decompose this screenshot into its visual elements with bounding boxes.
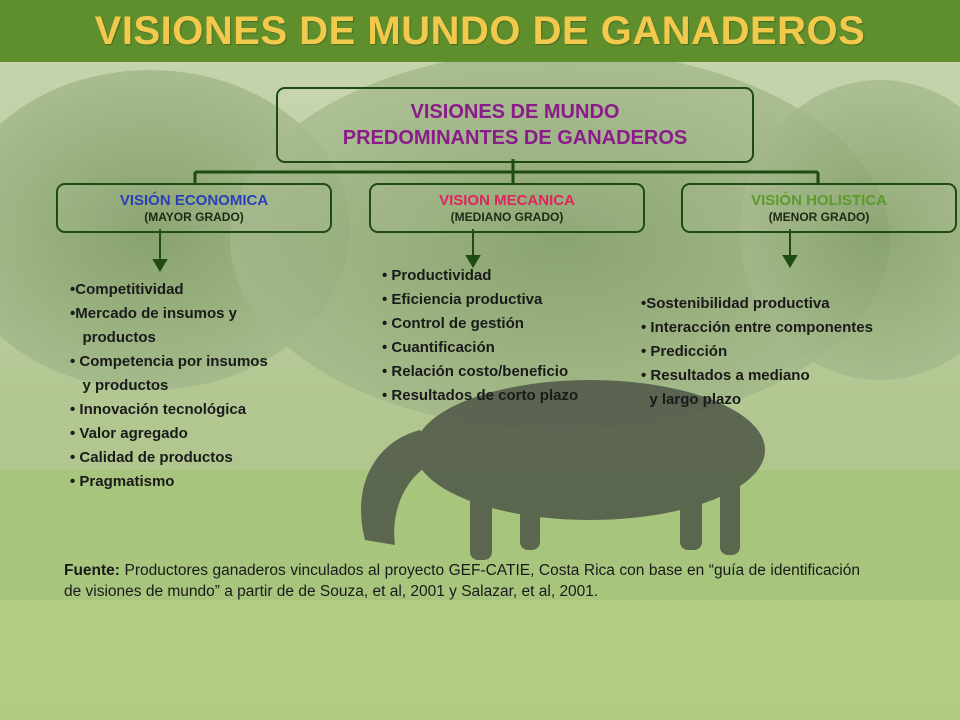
main-box-line1: VISIONES DE MUNDO bbox=[410, 101, 620, 123]
list-item: • Competencia por insumos bbox=[70, 353, 268, 370]
list-item: • Relación costo/beneficio bbox=[382, 363, 569, 380]
category-grade-mecanica: (MEDIANO GRADO) bbox=[450, 209, 564, 224]
list-item: • Pragmatismo bbox=[70, 473, 175, 490]
list-item: • Calidad de productos bbox=[70, 449, 233, 466]
economica-arrow-head bbox=[154, 260, 166, 270]
list-item: • Cuantificación bbox=[382, 339, 495, 356]
source-note bbox=[64, 560, 860, 602]
economica-list bbox=[70, 278, 268, 494]
list-item: •Sostenibilidad productiva bbox=[641, 295, 830, 312]
list-item: y largo plazo bbox=[641, 391, 742, 408]
list-item: y productos bbox=[70, 377, 169, 394]
list-item: • Interacción entre componentes bbox=[641, 319, 873, 336]
category-box-holistica bbox=[681, 183, 957, 233]
list-item: • Eficiencia productiva bbox=[382, 291, 543, 308]
category-name-mecanica: VISION MECANICA bbox=[439, 191, 575, 209]
main-box-line2: PREDOMINANTES DE GANADEROS bbox=[342, 127, 688, 149]
category-box-mecanica bbox=[369, 183, 645, 233]
list-item: • Resultados a mediano bbox=[641, 367, 810, 384]
main-box-visiones-predominantes bbox=[276, 87, 754, 163]
category-name-economica: VISIÓN ECONOMICA bbox=[119, 191, 269, 209]
holistica-arrow-head bbox=[784, 256, 796, 266]
list-item: • Innovación tecnológica bbox=[70, 401, 247, 418]
source-label: Fuente: bbox=[64, 562, 120, 579]
category-name-holistica: VISIÓN HOLISTICA bbox=[751, 191, 887, 209]
category-grade-holistica: (MENOR GRADO) bbox=[768, 209, 870, 224]
list-item: •Competitividad bbox=[70, 281, 184, 298]
holistica-list bbox=[641, 292, 873, 412]
category-grade-economica: (MAYOR GRADO) bbox=[144, 209, 244, 224]
source-text: Productores ganaderos vinculados al proyecto GEF-CATIE, Costa Rica con base en “guía de identificación de visiones de mundo” a partir de de Souza, et al, 2001 y Salazar, et al, 2001. bbox=[64, 562, 860, 600]
list-item: • Resultados de corto plazo bbox=[382, 387, 579, 404]
slide-title: VISIONES DE MUNDO DE GANADEROS bbox=[94, 8, 866, 53]
list-item: • Valor agregado bbox=[70, 425, 188, 442]
mecanica-list bbox=[382, 264, 578, 408]
list-item: •Mercado de insumos y bbox=[70, 305, 237, 322]
list-item: productos bbox=[70, 329, 156, 346]
list-item: • Predicción bbox=[641, 343, 728, 360]
list-item: • Control de gestión bbox=[382, 315, 524, 332]
list-item: • Productividad bbox=[382, 267, 492, 284]
category-box-economica bbox=[56, 183, 332, 233]
